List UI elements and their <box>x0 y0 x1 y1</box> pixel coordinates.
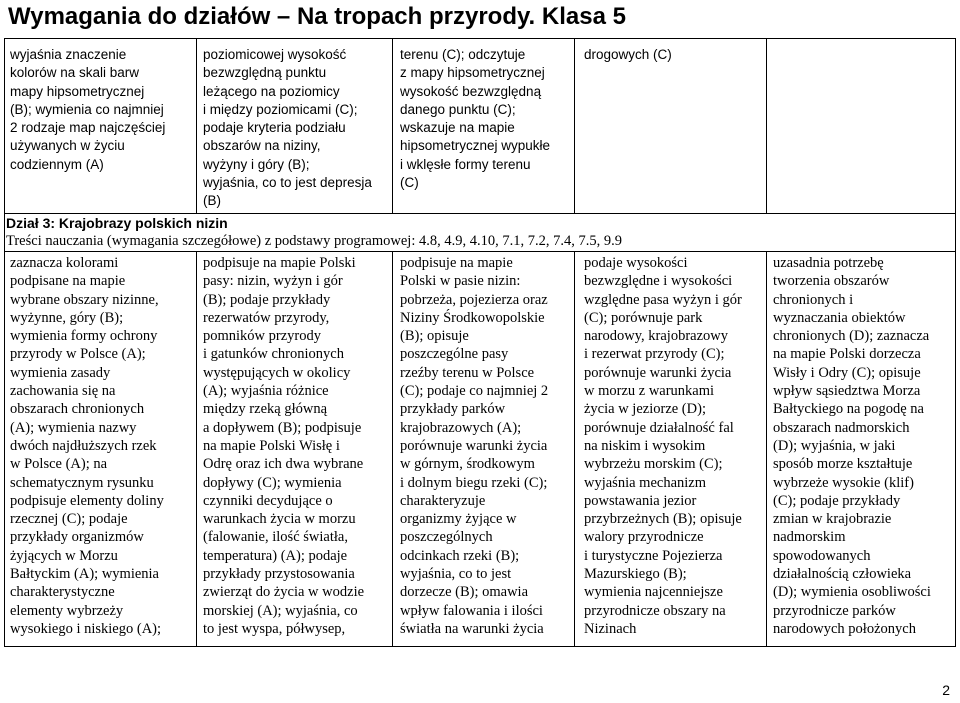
cell-line: (C); porównuje park <box>584 309 703 326</box>
cell-line: obszarach chronionych <box>10 401 145 418</box>
cell-line: codziennym (A) <box>10 156 104 172</box>
cell-line: (D); wymienia osobliwości <box>773 584 931 601</box>
cell-line: (B); wymienia co najmniej <box>10 101 164 117</box>
cell-line: wybrzeżu morskim (C); <box>584 456 723 473</box>
cell-line: poziomicowej wysokość <box>203 47 347 62</box>
column-divider <box>766 38 767 213</box>
cell-line: wymienia zasady <box>10 364 111 381</box>
cell-line: i między poziomicami (C); <box>203 101 358 117</box>
cell-line: elementy wybrzeży <box>10 602 124 619</box>
cell-line: uzasadnia potrzebę <box>773 255 884 271</box>
cell-line: rezerwatów przyrody, <box>203 309 330 326</box>
top-cell-1 <box>10 46 165 174</box>
column-divider <box>574 38 575 213</box>
cell-line: i gatunków chronionych <box>203 346 344 363</box>
cell-line: przyrody w Polsce (A); <box>10 346 146 363</box>
cell-line: (B) <box>203 193 221 209</box>
cell-line: wymienia najcenniejsze <box>584 584 723 601</box>
cell-line: (A); wymienia nazwy <box>10 419 137 436</box>
cell-line: wskazuje na mapie <box>400 120 515 136</box>
cell-line: tworzenia obszarów <box>773 273 890 290</box>
cell-line: wyjaśnia, co to jest depresja <box>203 175 372 191</box>
cell-line: wyjaśnia, co to jest <box>400 566 512 583</box>
page-number: 2 <box>942 682 950 698</box>
cell-line: (A); wyjaśnia różnice <box>203 383 329 400</box>
cell-line: bezwzględne i wysokości <box>584 273 733 290</box>
cell-line: chronionych (D); zaznacza <box>773 328 930 345</box>
section-heading: Dział 3: Krajobrazy polskich nizin <box>6 215 228 231</box>
cell-line: podpisuje na mapie Polski <box>203 255 356 271</box>
cell-line: porównuje działalność fal <box>584 419 734 436</box>
cell-line: Polski w pasie nizin: <box>400 273 521 290</box>
cell-line: dopływy (C); wymienia <box>203 474 342 491</box>
cell-line: przykłady przystosowania <box>203 566 355 583</box>
cell-line: wybrzeże wysokie (klif) <box>773 474 914 491</box>
cell-line: w morzu z warunkami <box>584 383 715 400</box>
cell-line: w górnym, środkowym <box>400 456 535 473</box>
cell-line: i rezerwat przyrody (C); <box>584 346 725 363</box>
top-cell-4 <box>584 46 672 64</box>
cell-line: danego punktu (C); <box>400 101 516 117</box>
cell-line: powstawania jezior <box>584 492 697 509</box>
bottom-cell-2 <box>203 254 364 638</box>
cell-line: Nizinach <box>584 620 637 637</box>
column-divider <box>196 38 197 213</box>
cell-line: wpływ sąsiedztwa Morza <box>773 383 921 400</box>
cell-line: 2 rodzaje map najczęściej <box>10 120 166 136</box>
cell-line: pobrzeża, pojezierza oraz <box>400 291 548 308</box>
cell-line: wysokość bezwzględną <box>400 83 542 99</box>
cell-line: zachowania się na <box>10 383 116 400</box>
cell-line: przybrzeżnych (B); opisuje <box>584 511 742 528</box>
cell-line: względne pasa wyżyn i gór <box>584 291 742 308</box>
cell-line: rzecznej (C); podaje <box>10 511 128 528</box>
cell-line: światła na warunki życia <box>400 620 544 637</box>
cell-line: na niskim i wysokim <box>584 437 706 454</box>
cell-line: żyjących w Morzu <box>10 547 118 564</box>
cell-line: między rzeką główną <box>203 401 328 418</box>
cell-line: i wklęsłe formy terenu <box>400 156 531 172</box>
cell-line: rzeźby terenu w Polsce <box>400 364 535 381</box>
cell-line: mapy hipsometrycznej <box>10 83 145 99</box>
cell-line: Bałtyckiego na pogodę na <box>773 401 924 418</box>
cell-line: podpisuje elementy doliny <box>10 492 164 509</box>
page-title: Wymagania do działów – Na tropach przyrody. Klasa 5 <box>8 3 626 30</box>
cell-line: na mapie Polski Wisłę i <box>203 437 340 454</box>
cell-line: porównuje warunki życia <box>584 364 732 381</box>
cell-line: wyjaśnia znaczenie <box>10 47 127 62</box>
cell-line: narodowych położonych <box>773 620 916 637</box>
cell-line: podpisuje na mapie <box>400 255 513 271</box>
cell-line: zmian w krajobrazie <box>773 511 892 528</box>
cell-line: walory przyrodnicze <box>584 529 704 546</box>
cell-line: obszarów na niziny, <box>203 138 321 154</box>
cell-line: Mazurskiego (B); <box>584 566 687 583</box>
cell-line: warunkach życia w morzu <box>203 511 356 528</box>
cell-line: porównuje warunki życia <box>400 437 548 454</box>
cell-line: życia w jeziorze (D); <box>584 401 706 418</box>
cell-line: przykłady organizmów <box>10 529 144 546</box>
cell-line: hipsometrycznej wypukłe <box>400 138 551 154</box>
cell-line: wyżyny i góry (B); <box>203 156 310 172</box>
cell-line: poszczególne pasy <box>400 346 509 363</box>
cell-line: sposób morze kształtuje <box>773 456 913 473</box>
cell-line: drogowych (C) <box>584 47 672 62</box>
cell-line: bezwzględną punktu <box>203 65 327 81</box>
top-cell-2 <box>203 46 372 211</box>
cell-line: Odrę oraz ich dwa wybrane <box>203 456 364 473</box>
cell-line: zaznacza kolorami <box>10 255 119 271</box>
cell-line: zwierząt do życia w wodzie <box>203 584 365 601</box>
top-cell-3 <box>400 46 550 192</box>
curriculum-content-line: Treści nauczania (wymagania szczegółowe) z podstawy programowej: 4.8, 4.9, 4.10, 7.1, 7.2, 7.4, 7.5, 9.9 <box>6 233 622 249</box>
column-divider <box>196 251 197 647</box>
cell-line: podaje wysokości <box>584 255 688 271</box>
cell-line: leżącego na poziomicy <box>203 83 340 99</box>
cell-line: działalnością człowieka <box>773 566 912 583</box>
cell-line: temperatura) (A); podaje <box>203 547 348 564</box>
cell-line: wybrane obszary nizinne, <box>10 291 159 308</box>
cell-line: wyjaśnia mechanizm <box>584 474 706 491</box>
cell-line: wpływ falowania i ilości <box>400 602 543 619</box>
cell-line: poszczególnych <box>400 529 493 546</box>
cell-line: charakterystyczne <box>10 584 115 601</box>
cell-line: podpisane na mapie <box>10 273 126 290</box>
cell-line: (B); podaje przykłady <box>203 291 331 308</box>
cell-line: pasy: nizin, wyżyn i gór <box>203 273 343 290</box>
cell-line: charakteryzuje <box>400 492 486 509</box>
cell-line: to jest wyspa, półwysep, <box>203 620 346 637</box>
row-divider <box>4 251 956 252</box>
cell-line: kolorów na skali barw <box>10 65 140 81</box>
cell-line: (C); podaje co najmniej 2 <box>400 383 549 400</box>
column-divider <box>766 251 767 647</box>
cell-line: (falowanie, ilość światła, <box>203 529 348 546</box>
cell-line: wysokiego i niskiego (A); <box>10 620 162 637</box>
cell-line: z mapy hipsometrycznej <box>400 65 545 81</box>
cell-line: występujących w okolicy <box>203 364 351 381</box>
column-divider <box>392 251 393 647</box>
cell-line: dwóch najdłuższych rzek <box>10 437 157 454</box>
bottom-cell-4 <box>584 254 742 638</box>
cell-line: krajobrazowych (A); <box>400 419 522 436</box>
cell-line: Wisły i Odry (C); opisuje <box>773 364 921 381</box>
cell-line: schematycznym rysunku <box>10 474 154 491</box>
column-divider <box>392 38 393 213</box>
cell-line: używanych w życiu <box>10 138 125 154</box>
cell-line: przyrodnicze parków <box>773 602 896 619</box>
cell-line: nadmorskim <box>773 529 846 546</box>
cell-line: odcinkach rzeki (B); <box>400 547 520 564</box>
cell-line: w Polsce (A); na <box>10 456 108 473</box>
cell-line: spowodowanych <box>773 547 871 564</box>
cell-line: na mapie Polski dorzecza <box>773 346 921 363</box>
bottom-cell-5 <box>773 254 931 638</box>
cell-line: a dopływem (B); podpisuje <box>203 419 362 436</box>
cell-line: i turystyczne Pojezierza <box>584 547 723 564</box>
cell-line: i dolnym biegu rzeki (C); <box>400 474 548 491</box>
cell-line: dorzecze (B); omawia <box>400 584 529 601</box>
cell-line: czynniki decydujące o <box>203 492 333 509</box>
cell-line: (D); wyjaśnia, w jaki <box>773 437 896 454</box>
cell-line: morskiej (A); wyjaśnia, co <box>203 602 358 619</box>
cell-line: organizmy żyjące w <box>400 511 517 528</box>
cell-line: chronionych i <box>773 291 854 308</box>
cell-line: wymienia formy ochrony <box>10 328 158 345</box>
column-divider <box>574 251 575 647</box>
cell-line: wyznaczania obiektów <box>773 309 906 326</box>
cell-line: przykłady parków <box>400 401 506 418</box>
cell-line: obszarach nadmorskich <box>773 419 910 436</box>
bottom-cell-1 <box>10 254 164 638</box>
cell-line: pomników przyrody <box>203 328 321 345</box>
bottom-cell-3 <box>400 254 548 638</box>
cell-line: przyrodnicze obszary na <box>584 602 726 619</box>
cell-line: terenu (C); odczytuje <box>400 47 526 62</box>
cell-line: (B); opisuje <box>400 328 469 345</box>
cell-line: narodowy, krajobrazowy <box>584 328 729 345</box>
cell-line: Bałtyckim (A); wymienia <box>10 566 159 583</box>
cell-line: Niziny Środkowopolskie <box>400 309 545 326</box>
cell-line: wyżynne, góry (B); <box>10 309 124 326</box>
cell-line: podaje kryteria podziału <box>203 120 346 136</box>
cell-line: (C); podaje przykłady <box>773 492 901 509</box>
cell-line: (C) <box>400 175 419 191</box>
